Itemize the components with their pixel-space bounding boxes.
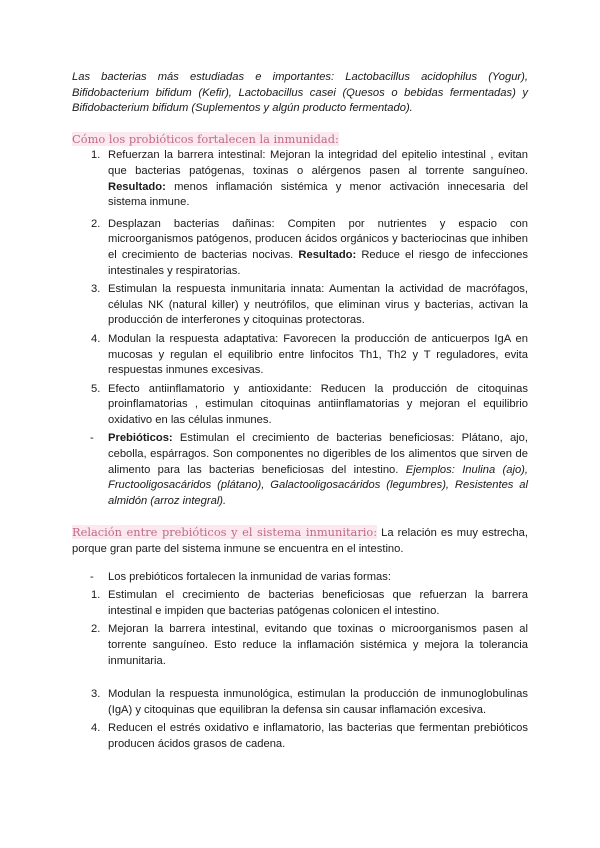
intro-paragraph: Las bacterias más estudiadas e importantes: Lactobacillus acidophilus (Yogur), Bifidobacterium bifidum (Kefir), Lactobacillus casei (Quesos o bebidas fermentadas) y Bifidobacterium bifidum (Suplementos y algún producto fermentado). bbox=[72, 71, 528, 115]
list-item: 2. Desplazan bacterias dañinas: Compiten por nutrientes y espacio con microorganismos patógenos, producen ácidos orgánicos y bacteriocinas que inhiben el crecimiento de bacterias nocivas. Resultado: Reduce el riesgo de infecciones intestinales y respiratorias. bbox=[91, 217, 528, 277]
section1-list bbox=[72, 148, 528, 509]
section1-heading-block bbox=[72, 131, 528, 148]
list-item: 5. Efecto antiinflamatorio y antioxidante: Reducen la producción de citoquinas proinflamatorias , estimulan citoquinas antiinflamatorias y mejoran el equilibrio oxidativo en las células inmunes. bbox=[91, 382, 528, 426]
list-item: 4. Reducen el estrés oxidativo e inflamatorio, las bacterias que fermentan prebióticos producen ácidos grasos de cadena. bbox=[91, 722, 528, 750]
list-item: 3. Estimulan la respuesta inmunitaria innata: Aumentan la actividad de macrófagos, células NK (natural killer) y neutrófilos, que eliminan virus y bacterias, activan la producción de interferones y citoquinas protectoras. bbox=[91, 283, 528, 327]
section2-heading: Relación entre prebióticos y el sistema inmunitario: bbox=[72, 525, 378, 540]
list-item: 4. Modulan la respuesta adaptativa: Favorecen la producción de anticuerpos IgA en mucosas y regulan el equilibrio entre linfocitos Th1, Th2 y T reguladores, evita respuestas inmunes excesivas. bbox=[91, 332, 528, 377]
section2-list bbox=[72, 570, 528, 753]
list-item: 3. Modulan la respuesta inmunológica, estimulan la producción de inmunoglobulinas (IgA) y citoquinas que equilibran la defensa sin causar inflamación excesiva. bbox=[91, 688, 528, 716]
list-item: - Los prebióticos fortalecen la inmunidad de varias formas: bbox=[90, 570, 391, 583]
section2-intro: Relación entre prebióticos y el sistema inmunitario: La relación es muy estrecha, porque gran parte del sistema inmune se encuentra en el intestino. bbox=[72, 525, 528, 556]
list-item: 2. Mejoran la barrera intestinal, evitando que toxinas o microorganismos pasen al torrente sanguíneo. Esto reduce la inflamación sistémica y mejora la tolerancia inmunitaria. bbox=[91, 623, 528, 667]
list-item: 1. Estimulan el crecimiento de bacterias beneficiosas que refuerzan la barrera intestinal e impiden que bacterias patógenas colonicen el intestino. bbox=[91, 589, 528, 617]
section1-heading: Cómo los probióticos fortalecen la inmunidad: bbox=[72, 131, 339, 146]
document-page bbox=[72, 70, 528, 756]
list-item: 1. Refuerzan la barrera intestinal: Mejoran la integridad del epitelio intestinal , evitan que bacterias patógenas, toxinas o alérgenos pasen al torrente sanguíneo. Resultado: menos inflamación sistémica y menor activación innecesaria del sistema inmune. bbox=[91, 149, 528, 209]
list-item: - Prebióticos: Estimulan el crecimiento de bacterias beneficiosas: Plátano, ajo, cebolla, espárragos. Son componentes no digeribles de los alimentos que sirven de alimento para las bacterias beneficiosas del intestino. Ejemplos: Inulina (ajo), Fructooligosacáridos (plátano), Galactooligosacáridos (legumbres), Resistentes al almidón (arroz integral). bbox=[90, 432, 529, 507]
